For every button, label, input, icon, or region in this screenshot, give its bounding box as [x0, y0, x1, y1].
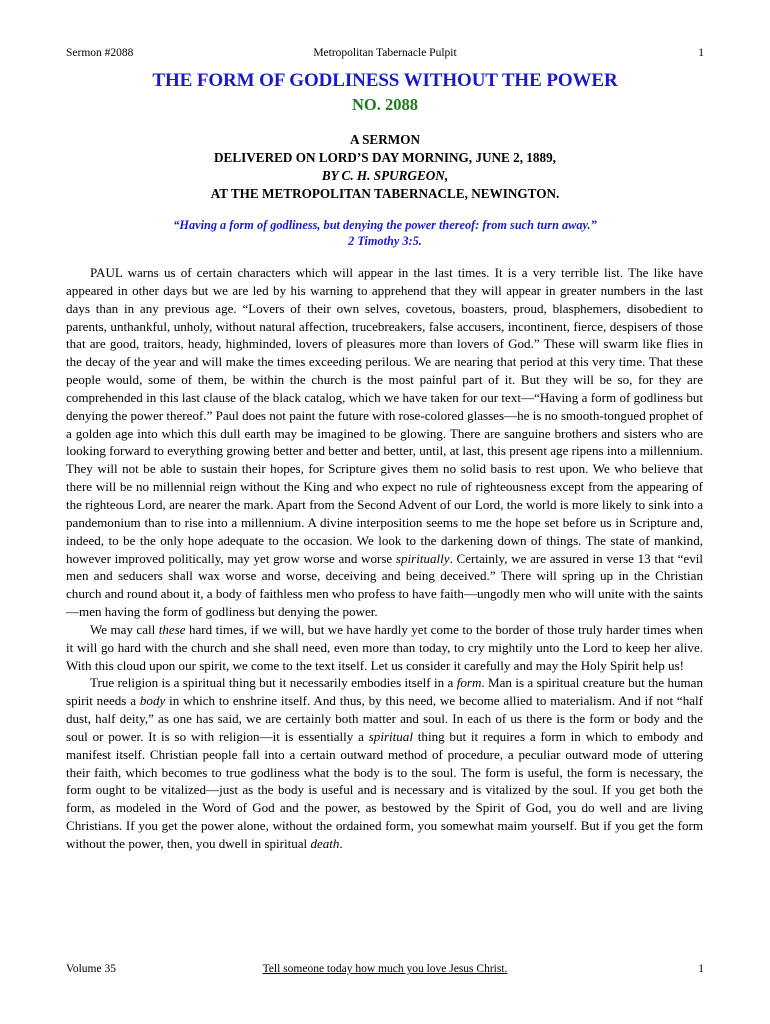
page-footer — [66, 963, 704, 979]
sermon-title: THE FORM OF GODLINESS WITHOUT THE POWER — [152, 70, 618, 91]
scripture-reference: 2 Timothy 3:5. — [348, 234, 422, 248]
p1-text-b: . Certainly, we are assured in verse 13 that “evil men and seducers shall wax worse and worse, deceiving and being deceived.” There will spring up in the Christian church and round about it, a body of faithless men who profess to have faith—ungodly men who will unite with the saints—men having the form of godliness but denying the power. — [66, 550, 703, 620]
p3-text-b: . Man is a spiritual creature but the human spirit needs a — [66, 675, 703, 709]
p2-text-a: We may call — [90, 621, 159, 637]
header-sermon-number: Sermon #2088 — [66, 47, 134, 59]
subhead-line-delivered: DELIVERED ON LORD’S DAY MORNING, JUNE 2, 1889, — [214, 150, 556, 165]
p3-text-c: in which to enshrine itself. And thus, by this need, we become allied to materialism. And if not “half dust, half deity,” as one has said, we are certainly both matter and soul. In each of us there is the form or body and the soul or power. It is so with religion—it is essentially a — [66, 693, 703, 744]
p2-text-b: hard times, if we will, but we have hardly yet come to the border of those truly harder times when it will go hard with the church and she shall need, even more than today, to cry mightily unto the Lord to keep her alive. With this cloud upon our spirit, we come to the text itself. Let us consider it carefully and may the Holy Spirit help us! — [66, 621, 703, 673]
page-header — [66, 47, 704, 63]
footer-volume: Volume 35 — [66, 963, 116, 975]
subhead-line-location: AT THE METROPOLITAN TABERNACLE, NEWINGTON. — [210, 186, 560, 201]
sermon-body — [66, 264, 703, 853]
paragraph-1 — [66, 264, 703, 621]
p3-emphasis-2: body — [139, 693, 166, 709]
sermon-subheading — [0, 131, 770, 203]
paragraph-3 — [66, 674, 703, 852]
subhead-line-author: BY C. H. SPURGEON, — [321, 168, 449, 183]
scripture-quote: “Having a form of godliness, but denying the power thereof: from such turn away.” — [173, 218, 597, 232]
p3-emphasis-3: spiritual — [368, 728, 413, 744]
p3-emphasis-1: form — [456, 675, 482, 691]
p3-emphasis-4: death — [310, 836, 340, 851]
scripture-text — [0, 217, 770, 249]
p3-text-e: . — [339, 836, 343, 851]
p3-text-a: True religion is a spiritual thing but it necessarily embodies itself in a — [90, 675, 457, 691]
p1-emphasis-1: spiritually — [395, 550, 450, 566]
p3-text-d: thing but it requires a form in which to embody and manifest itself. Christian people fall into a certain outward method of procedure, a peculiar outward mode of uttering their faith, which becomes to true godliness what the body is to the soul. The form is useful, the form is necessary, the form ought to be vitalized—just as the body is useful and is necessary and is vitalized by the soul. If you get both the form, as modeled in the Word of God and the power, as bestowed by the Spirit of God, you do well and are living Christians. If you get the power alone, without the ordained form, you somewhat maim yourself. But if you get the form without the power, then, you dwell in spiritual — [66, 728, 703, 851]
paragraph-2 — [66, 621, 703, 675]
p1-text-a: PAUL warns us of certain characters which will appear in the last times. It is a very terrible list. The like have appeared in other days but we are led by his warning to apprehend that they will appear in greater numbers in the last days than in any previous age. “Lovers of their own selves, covetous, boasters, proud, blasphemers, disobedient to parents, unthankful, unholy, without natural affection, trucebreakers, false accusers, incontinent, fierce, despisers of those that are good, traitors, heady, highminded, lovers of pleasures more than lovers of God.” These will swarm like flies in the decay of the year and will make the times exceeding perilous. We are nearing that period at this very time. That these people would, some of them, be within the church is the most painful part of it. But they will be so, for they are comprehended in this last clause of the black catalog, which we have taken for our text—“Having a form of godliness but denying the power thereof.” Paul does not paint the future with rose-colored glasses—he is no smooth-tongued prophet of a golden age into which this dull earth may be imagined to be glowing. There are sanguine brothers and sisters who are looking forward to everything growing better and better and better, until, at last, this present age ripens into a millennium. They will not be able to sustain their hopes, for Scripture gives them no solid basis to rest upon. We who believe that there will be no millennial reign without the King and who expect no rule of righteousness except from the appearing of the righteous Lord, are nearer the mark. Apart from the Second Advent of our Lord, the world is more likely to sink into a pandemonium than to rise into a millennium. A divine interposition seems to me the hope set before us in Scripture and, indeed, to be the only hope adequate to the occasion. We look to the darkening down of things. The state of mankind, however improved politically, may yet grow worse and worse — [66, 265, 703, 566]
footer-link[interactable]: Tell someone today how much you love Jesus Christ. — [262, 963, 508, 975]
header-page-number: 1 — [698, 47, 704, 59]
footer-page-number: 1 — [698, 963, 704, 975]
p2-emphasis-1: these — [158, 621, 186, 637]
header-publication: Metropolitan Tabernacle Pulpit — [313, 47, 457, 59]
sermon-number: NO. 2088 — [352, 95, 418, 114]
subhead-line-sermon: A SERMON — [350, 132, 420, 147]
